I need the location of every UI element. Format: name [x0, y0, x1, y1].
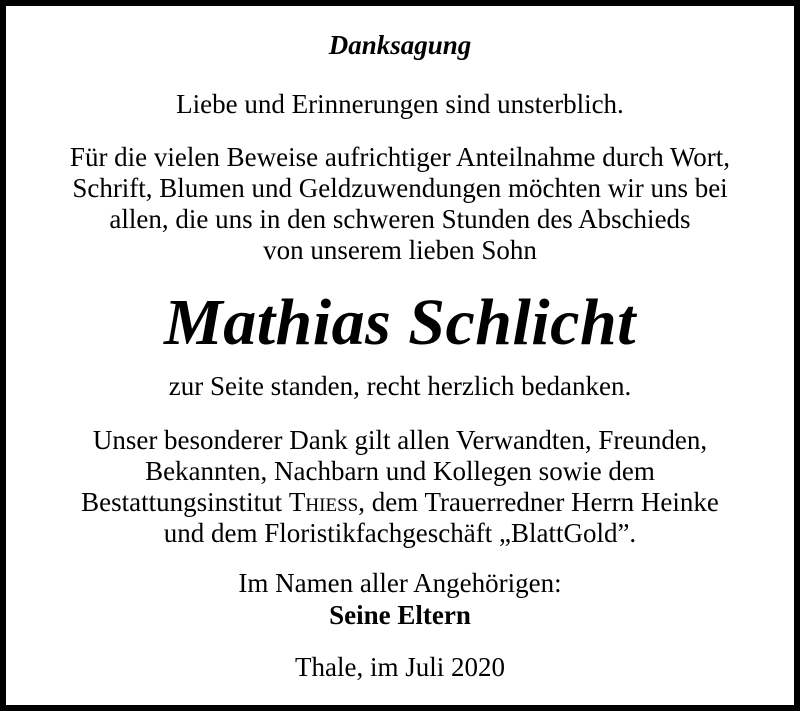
special-thanks-line-3-prefix: Bestattungsinstitut	[81, 487, 289, 517]
intro-line-1: Für die vielen Beweise aufrichtiger Anteilnahme durch Wort,	[69, 142, 731, 172]
special-thanks-line-2: Bekannten, Nachbarn und Kollegen sowie dem	[145, 456, 655, 486]
signoff-name: Seine Eltern	[329, 600, 471, 630]
special-thanks-line-1: Unser besonderer Dank gilt allen Verwandten, Freunden,	[92, 425, 708, 455]
intro-line-3: allen, die uns in den schweren Stunden des Abschieds	[109, 204, 691, 234]
special-thanks-line-3-suffix: , dem Trauerredner Herrn Heinke	[358, 487, 719, 517]
motto-line: Liebe und Erinnerungen sind unsterblich.	[176, 89, 624, 119]
special-thanks-line-3	[6, 487, 794, 518]
place-date: Thale, im Juli 2020	[295, 652, 505, 682]
funeral-home-name: Thieß	[288, 487, 359, 517]
special-thanks-line-4: und dem Floristikfachgeschäft „BlattGold”.	[163, 518, 637, 548]
deceased-name: Mathias Schlicht	[164, 286, 636, 359]
intro-line-2: Schrift, Blumen und Geldzuwendungen möchten wir uns bei	[72, 173, 728, 203]
notice-title: Danksagung	[328, 30, 472, 60]
signoff-intro: Im Namen aller Angehörigen:	[238, 568, 562, 598]
thanks-line: zur Seite standen, recht herzlich bedanken.	[168, 371, 632, 401]
intro-line-4: von unserem lieben Sohn	[263, 235, 537, 265]
